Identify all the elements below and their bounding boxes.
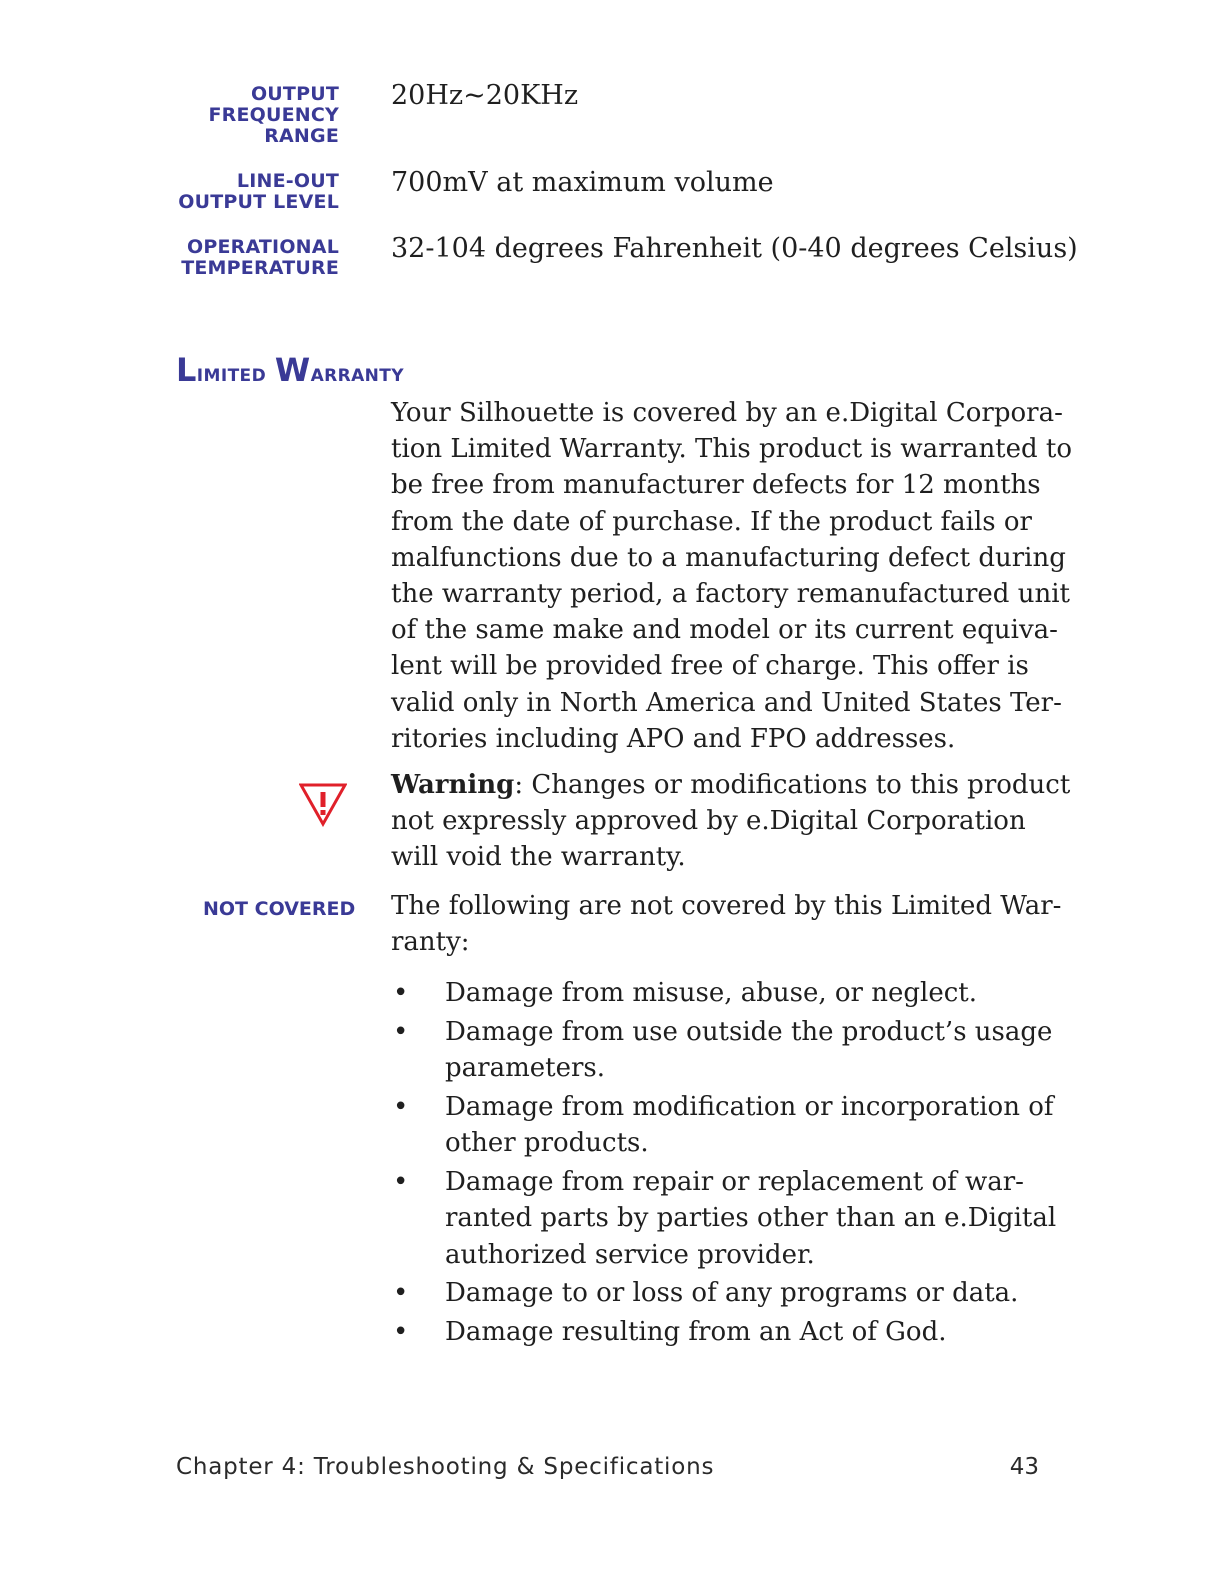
list-item-line: authorized service provider.: [445, 1239, 815, 1270]
spec-value-output-frequency-range: 20Hz~20KHz: [391, 80, 579, 111]
warning-label: Warning: [391, 770, 515, 800]
paragraph-line: the warranty period, a factory remanufactured unit: [391, 579, 1070, 610]
list-item: [391, 975, 1051, 1012]
title-cap: W: [274, 351, 311, 389]
spec-label-line: OUTPUT: [250, 83, 339, 105]
spec-label-line: OPERATIONAL: [186, 236, 339, 258]
spec-label-line-out-output-level: [178, 171, 339, 213]
bullet-icon: •: [393, 1278, 409, 1308]
spec-value-operational-temperature: 32-104 degrees Fahrenheit (0-40 degrees Celsius): [391, 233, 1078, 264]
paragraph-line: [391, 767, 1071, 803]
warning-triangle-icon: [299, 783, 347, 827]
paragraph-line: of the same make and model or its current equiva-: [391, 615, 1058, 646]
spec-label-line: FREQUENCY: [208, 104, 339, 126]
list-item-line: Damage from misuse, abuse, or neglect.: [445, 978, 977, 1008]
warning-paragraph: [391, 767, 1071, 876]
list-item: [391, 1089, 1054, 1162]
list-item: [391, 1014, 1051, 1087]
list-item-line: Damage to or loss of any programs or data.: [445, 1278, 1019, 1308]
paragraph-line: not expressly approved by e.Digital Corporation: [391, 806, 1026, 837]
paragraph-line: from the date of purchase. If the product fails or: [391, 506, 1032, 537]
spec-value-line-out-output-level: 700mV at maximum volume: [391, 167, 774, 198]
paragraph-line: Your Silhouette is covered by an e.Digital Corpora-: [391, 398, 1063, 428]
title-cap: L: [176, 351, 197, 389]
list-item: [391, 1164, 1057, 1274]
spec-label-line: OUTPUT LEVEL: [178, 191, 339, 213]
paragraph-line: will void the warranty.: [391, 842, 686, 873]
warning-triangle-icon-svg: [299, 783, 347, 827]
list-item-line: ranted parts by parties other than an e.Digital: [445, 1203, 1057, 1233]
spec-label-line: RANGE: [264, 125, 339, 147]
bullet-icon: •: [393, 1016, 409, 1047]
paragraph-line: valid only in North America and United States Ter-: [391, 687, 1062, 718]
bullet-icon: •: [393, 1091, 409, 1122]
paragraph-line: be free from manufacturer defects for 12 months: [391, 470, 1041, 501]
not-covered-intro: [391, 888, 1062, 960]
section-title-limited-warranty: [176, 350, 404, 393]
paragraph-line: The following are not covered by this Limited War-: [391, 891, 1062, 921]
spec-label-line: LINE-OUT: [236, 170, 339, 192]
warranty-intro-paragraph: [391, 395, 1073, 757]
paragraph-line: ritories including APO and FPO addresses.: [391, 723, 956, 754]
paragraph-line: ranty:: [391, 927, 470, 958]
not-covered-list: [391, 975, 1057, 1352]
list-item: [391, 1314, 1051, 1351]
list-item-line: Damage from use outside the product’s usage: [445, 1016, 1053, 1047]
list-item-line: Damage resulting from an Act of God.: [445, 1316, 947, 1347]
list-item-line: Damage from repair or replacement of war-: [445, 1166, 1024, 1197]
list-item-line: parameters.: [445, 1053, 605, 1083]
not-covered-label: NOT COVERED: [203, 898, 356, 920]
list-item-line: Damage from modification or incorporation of: [445, 1091, 1054, 1122]
footer-chapter-title: Chapter 4: Troubleshooting & Specifications: [176, 1454, 715, 1480]
bullet-icon: •: [393, 1316, 409, 1347]
bullet-icon: •: [393, 978, 409, 1008]
paragraph-line: lent will be provided free of charge. This offer is: [391, 651, 1029, 682]
paragraph-line: malfunctions due to a manufacturing defect during: [391, 542, 1066, 573]
footer-page-number: 43: [1009, 1454, 1039, 1480]
warning-text: : Changes or modifications to this product: [514, 770, 1071, 800]
list-item: [391, 1275, 1051, 1312]
spec-label-line: TEMPERATURE: [181, 257, 339, 279]
list-item-line: other products.: [445, 1128, 649, 1158]
bullet-icon: •: [393, 1166, 409, 1197]
spec-label-operational-temperature: [181, 237, 339, 279]
title-rest: arranty: [310, 359, 404, 387]
title-rest: imited: [196, 359, 267, 387]
spec-label-output-frequency-range: [208, 84, 339, 147]
paragraph-line: tion Limited Warranty. This product is warranted to: [391, 434, 1073, 465]
